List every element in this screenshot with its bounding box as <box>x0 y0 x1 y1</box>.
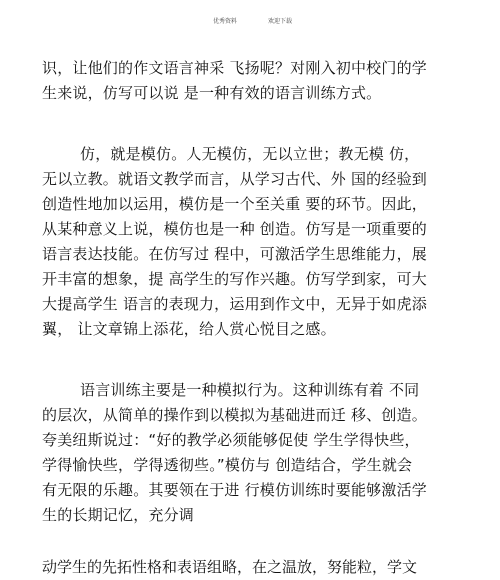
text-line: 开丰富的想象，提 高学生的写作兴趣。仿写学到家，可大 <box>42 270 427 288</box>
text-line: 创造性地加以运用，模仿是一个至关重 要的环节。因此， <box>42 195 427 213</box>
text-line: 语言表达技能。在仿写过 程中，可激活学生思维能力，展 <box>42 245 427 263</box>
paragraph-2 <box>42 142 462 342</box>
header-right-text: 欢迎下载 <box>268 18 293 25</box>
text-line: 夸美纽斯说过：“好的教学必须能够促使 学生学得快些， <box>42 431 420 449</box>
text-line: 语言训练主要是一种模拟行为。这种训练有着 不同 <box>80 381 420 399</box>
cut-off-text-line: 动学生的先拓性格和表语组略，在之温放，努能粒，学文 <box>42 558 418 576</box>
text-line: 生来说，仿写可以说 是一种有效的语言训练方式。 <box>42 84 382 102</box>
paragraph-3 <box>42 378 462 528</box>
text-line: 的层次，从简单的操作到以模拟为基础进而迁 移、创造。 <box>42 406 427 424</box>
text-line: 识，让他们的作文语言神采 飞扬呢？对刚入初中校门的学 <box>42 59 427 77</box>
text-line: 仿，就是模仿。人无模仿，无以立世；教无模 仿， <box>80 145 420 163</box>
text-line: 有无限的乐趣。其要领在于进 行模仿训练时要能够激活学 <box>42 481 427 499</box>
text-line: 学得愉快些，学得透彻些。”模仿与 创造结合，学生就会 <box>42 456 413 474</box>
text-line: 大提高学生 语言的表现力，运用到作文中，无异于如虎添 <box>42 295 427 313</box>
text-line: 生的长期记忆，充分调 <box>42 506 195 524</box>
header-left-text: 优秀资料 <box>213 18 238 25</box>
text-line: 翼， 让文章锦上添花，给人赏心悦目之感。 <box>42 320 336 338</box>
document-body <box>42 56 462 528</box>
paragraph-1 <box>42 56 462 106</box>
text-line: 无以立教。就语文教学而言，从学习古代、外 国的经验到 <box>42 170 427 188</box>
text-line: 从某种意义上说，模仿也是一种 创造。仿写是一项重要的 <box>42 220 427 238</box>
